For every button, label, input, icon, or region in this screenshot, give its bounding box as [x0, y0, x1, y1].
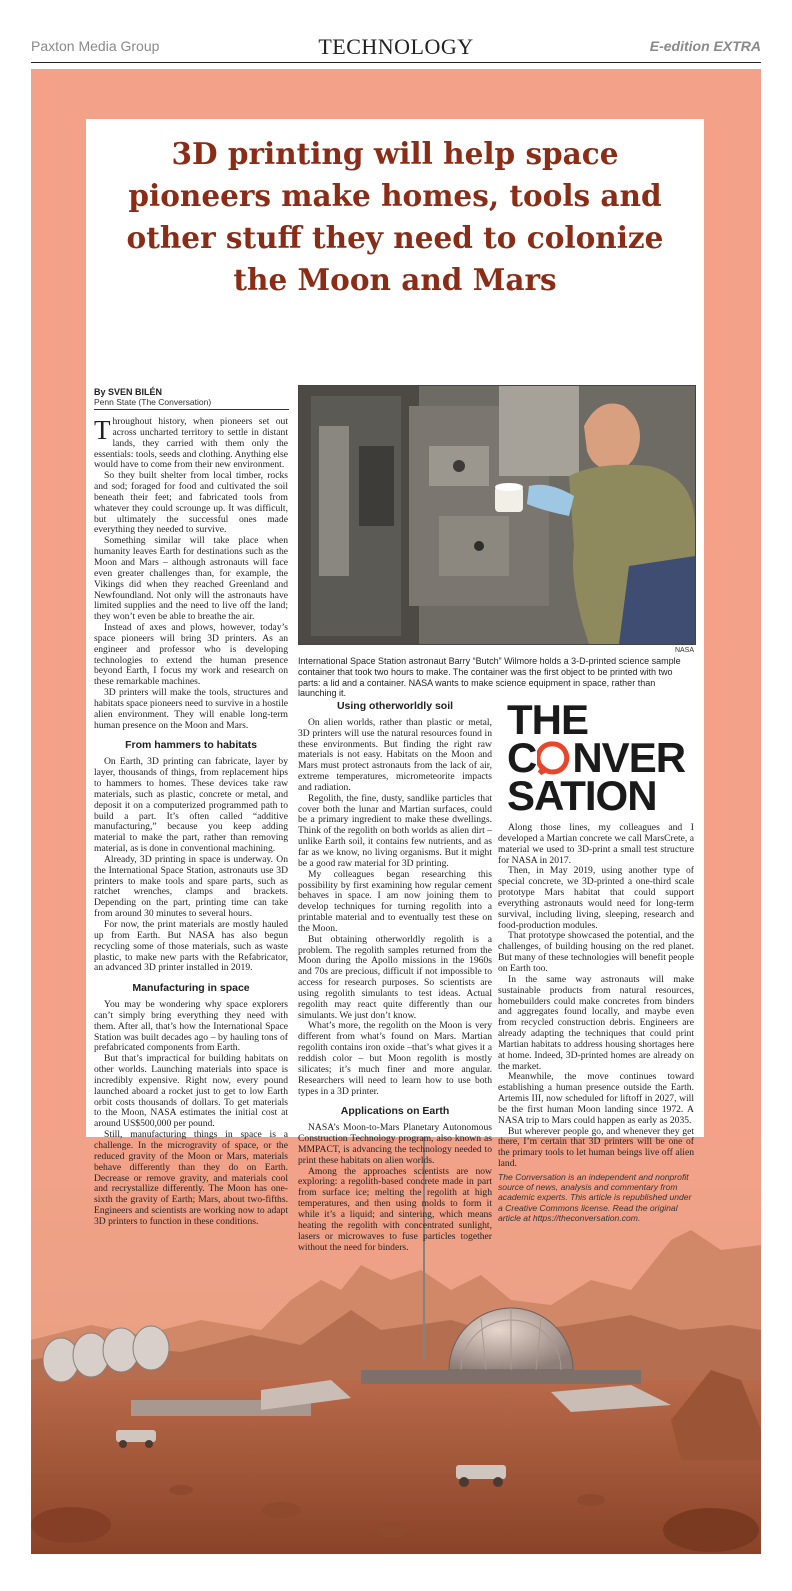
headline: 3D printing will help space pioneers make homes, tools and other stuff they need to colonize the Moon and Mars [126, 136, 664, 297]
paragraph: Instead of axes and plows, however, today’s space pioneers will bring 3D printers. As an engineer and professor who is developing technologies to extend the human presence beyond Earth, I focus my work and research on these remarkable machines. [94, 622, 288, 688]
byline [94, 387, 289, 410]
paragraph: For now, the print materials are mostly hauled up from Earth. But NASA has also begun recycling some of those materials, such as waste plastic, to make new parts with the Refabricator, an advanced 3D printer installed in 2019. [94, 918, 288, 974]
paragraph: Regolith, the fine, dusty, sandlike particles that cover both the lunar and Martian surfaces, could be a primary ingredient to make these dwellings. Think of the regolith on both worlds as alien dirt – unlike Earth soil, it contains few nutrients, and as far as we know, no living organisms. But it might be a good raw material for 3D printing. [298, 792, 492, 869]
photo-credit: NASA [674, 647, 694, 654]
subhead: Applications on Earth [340, 1105, 450, 1118]
paragraph: Already, 3D printing in space is underway. On the International Space Station, astronauts use 3D printers to make tools and spare parts, such as ratchet wrenches, clamps and brackets. Depending on the part, printing time can take from around 30 minutes to several hours. [94, 853, 288, 920]
paragraph: You may be wondering why space explorers can’t simply bring everything they need with them. After all, that’s how the International Space Station was built decades ago – by hauling tons of prefabricated components from Earth. [94, 999, 288, 1054]
paragraph: Then, in May 2019, using another type of special concrete, we 3D-printed a one-third scale prototype Mars habitat that could support everything astronauts would need for long-term survival, including living, sleeping, research and food-production modules. [498, 865, 694, 931]
section-title: TECHNOLOGY [318, 34, 474, 59]
publisher-name: Paxton Media Group [31, 38, 160, 54]
paragraph: Something similar will take place when humanity leaves Earth for destinations such as the Moon and Mars – although astronauts will face even greater challenges than, for example, the Vikings did when they reached Greenland and Newfoundland. Not only will the astronauts have limited supplies and the need to live off the land; they won’t even be able to breathe the air. [94, 535, 288, 623]
paragraph: My colleagues began researching this possibility by first examining how regular cement behaves in space. I am now joining them to develop techniques for turning regolith into a printable material and to eventually test these on the Moon. [298, 868, 492, 934]
paragraph: Throughout history, when pioneers set out across uncharted territory to settle in distant lands, they carried with them only the essentials: tools, seeds and clothing. Anything else would have to come from their new environment. [94, 415, 288, 471]
paragraph: Meanwhile, the move continues toward establishing a human presence outside the Earth. Artemis III, now scheduled for liftoff in 2027, will be the first human Moon landing since 1972. A NASA trip to Mars could happen as early as 2035. [498, 1071, 694, 1126]
photo-caption: International Space Station astronaut Barry “Butch” Wilmore holds a 3-D-printed science sample container that took two hours to make. The container was the first object to be printed with two parts: a lid and a container. NASA wants to make science equipment in space, rather than launching it. [298, 656, 681, 699]
author-name: By SVEN BILÉN [94, 387, 163, 397]
paragraph: But that’s impractical for building habitats on other worlds. Launching materials into space is incredibly expensive. Right now, every pound launched aboard a rocket just to get to low Earth orbit costs thousands of dollars. To get materials to the Moon, NASA estimates the initial cost at around US$500,000 per pound. [94, 1053, 288, 1130]
subhead: Using otherworldly soil [336, 700, 454, 712]
paragraph: Among the approaches scientists are now exploring: a regolith-based concrete made in part from surface ice; melting the regolith at high temperatures, and then using molds to form it while it’s a liquid; and sintering, which means heating the regolith with concentrated sunlight, lasers or microwaves to fuse particles together without the need for binders. [298, 1165, 492, 1253]
paragraph: What’s more, the regolith on the Moon is very different from what’s found on Mars. Martian regolith contains iron oxide –that’s what gives it a reddish color – but Moon regolith is mostly silicates; it’s much finer and more angular. Researchers will need to learn how to use both types in a 3D printer. [298, 1020, 492, 1097]
the-conversation-logo: THE C NVER SATION [507, 696, 686, 819]
column-2 [298, 701, 492, 1253]
column-3 [498, 823, 694, 1223]
subhead: Manufacturing in space [132, 982, 250, 995]
edition-label: E-edition EXTRA [649, 38, 761, 54]
subhead: From hammers to habitats [125, 739, 257, 752]
paragraph: In the same way astronauts will make sustainable products from natural resources, homebuilders could make concretes from binders and aggregates found locally, and maybe even from recycled construction debris. Engineers are already adapting the techniques that could print Martian habitats to address housing shortages here at home. Indeed, 3D-printed homes are already on the market. [498, 973, 694, 1072]
paragraph: So they built shelter from local timber, rocks and sod; foraged for food and cultivated the soil beneath their feet; and fabricated tools from whatever they could scrounge up. It was difficult, but ultimately the successful ones made everything they needed to survive. [94, 470, 288, 536]
drop-cap: T [94, 415, 111, 445]
source-note: The Conversation is an independent and nonprofit source of news, analysis and commentary from academic experts. This article is republished under a Creative Commons license. Read the original article at https://theconversation.com. [498, 1172, 692, 1223]
paragraph: Still, manufacturing things in space is a challenge. In the microgravity of space, or the reduced gravity of the Moon or Mars, materials behave differently than they do on Earth. Decrease or remove gravity, and materials cool and recrystallize differently. The Moon has one-sixth the gravity of Earth; Mars, about two-fifths. Engineers and scientists are working now to adapt 3D printers to function in these conditions. [94, 1129, 288, 1227]
paragraph: NASA’s Moon-to-Mars Planetary Autonomous Construction Technology program, also known as MMPACT, is advancing the technology needed to print these habitats on alien worlds. [298, 1122, 492, 1166]
paragraph: But obtaining otherworldly regolith is a problem. The regolith samples returned from the Moon during the Apollo missions in the 1960s and 70s are precious, difficult if not impossible to access for research purposes. So scientists are using regolith simulants to test ideas. Actual regolith may react quite differently than our simulants. We just don’t know. [298, 933, 492, 1021]
speech-bubble-icon [537, 741, 571, 775]
masthead [31, 34, 761, 63]
paragraph: 3D printers will make the tools, structures and habitats space pioneers need to survive in a hostile alien environment. They will enable long-term human presence on the Moon and Mars. [94, 687, 288, 731]
article-panel [86, 119, 704, 1253]
paragraph: But wherever people go, and whenever they get there, I’m certain that 3D printers will be one of the primary tools to let human beings live off alien land. [498, 1125, 694, 1170]
paragraph: On alien worlds, rather than plastic or metal, 3D printers will use the natural resources found in these environments. But finding the right raw materials is not easy. Habitats on the Moon and Mars must protect astronauts from the lack of air, extreme temperatures, micrometeorite impacts and radiation. [298, 716, 492, 793]
astronaut-photo [298, 385, 696, 645]
column-1 [94, 417, 288, 1228]
paragraph: On Earth, 3D printing can fabricate, layer by layer, thousands of things, from replacement hips to hammers to homes. These devices take raw materials, such as plastic, concrete or metal, and deposit it on a computerized programmed path to build a part. It’s often called “additive manufacturing,” because you keep adding material to make the part, rather than removing material, as is done in conventional machining. [94, 756, 288, 855]
paragraph: That prototype showcased the potential, and the challenges, of building housing on the red planet. But many of these technologies will benefit people on Earth too. [498, 930, 694, 974]
paragraph: Along those lines, my colleagues and I developed a Martian concrete we call MarsCrete, a material we used to 3D-print a small test structure for NASA in 2017. [498, 822, 694, 866]
author-affiliation: Penn State (The Conversation) [94, 397, 212, 407]
